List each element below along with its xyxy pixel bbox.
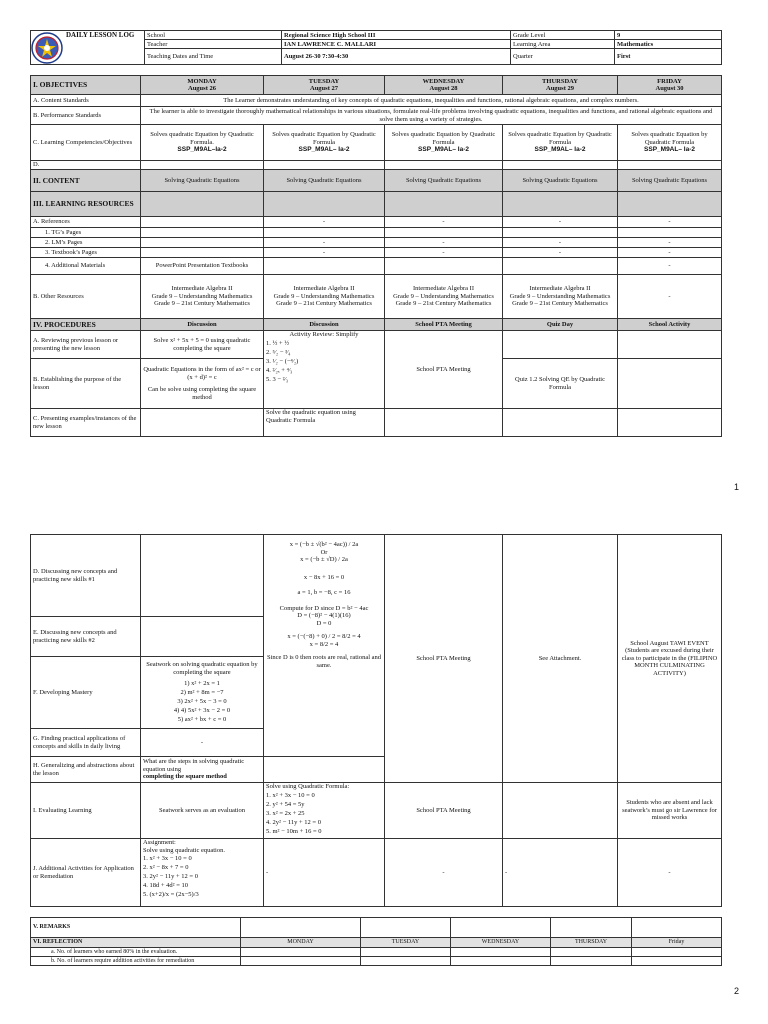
page-number-2: 2 xyxy=(734,986,740,996)
references-label: A. References xyxy=(31,217,141,228)
other-friday: - xyxy=(618,275,722,319)
quarter-label: Quarter xyxy=(511,49,615,65)
proc-head-tuesday: Discussion xyxy=(264,319,385,331)
refl-a-label: a. No. of learners who earned 80% in the evaluation. xyxy=(31,948,241,957)
proc-a-label: A. Reviewing previous lesson or presenting the new lesson xyxy=(31,331,141,359)
proc-head-thursday: Quiz Day xyxy=(503,319,618,331)
content-thursday: Solving Quadratic Equations xyxy=(503,170,618,192)
proc-e-label: E. Discussing new concepts and practicing new skills #2 xyxy=(31,617,141,657)
content-label: II. CONTENT xyxy=(31,170,141,192)
other-wednesday: Intermediate Algebra II Grade 9 – Understanding Mathematics Grade 9 – 21st Century Mathematics xyxy=(385,275,503,319)
j-tuesday: - xyxy=(264,839,385,907)
dates-value: August 26-30 7:30-4:30 xyxy=(282,49,511,65)
tue-quadratic-work: x = (−b ± √(b² − 4ac)) / 2a Or x = (−b ± √D) / 2a x − 8x + 16 = 0 a = 1, b = −8, c = 16 Compute for D since D = b² − 4ac D = (−8)² − 4(1)(16) D = 0 x = (−(−8) + 0) / 2 = 8/2 = 4 x = 8/2 = 4 Since D is 0 then roots are real, rational and same. xyxy=(264,535,385,757)
content-friday: Solving Quadratic Equations xyxy=(618,170,722,192)
lm-thu: - xyxy=(503,238,618,248)
day-tuesday: TUESDAY August 27 xyxy=(264,76,385,95)
other-tuesday: Intermediate Algebra II Grade 9 – Understanding Mathematics Grade 9 – 21st Century Mathematics xyxy=(264,275,385,319)
ref-thu: - xyxy=(503,217,618,228)
j-wednesday: - xyxy=(385,839,503,907)
day-thursday: THURSDAY August 29 xyxy=(503,76,618,95)
wed-pta-meeting: School PTA Meeting xyxy=(385,535,503,783)
content-standards-text: The Learner demonstrates understanding of key concepts of quadratic equations, inequalities and functions, rational algebraic equations, and complex numbers. xyxy=(141,95,722,107)
log-title: DAILY LESSON LOG xyxy=(66,31,135,39)
competency-friday: Solves quadratic Equation by Quadratic Formula SSP_M9AL– Ia-2 xyxy=(618,125,722,161)
competency-thursday: Solves quadratic Equation by Quadratic Formula SSP_M9AL– Ia-2 xyxy=(503,125,618,161)
proc-d-label: D. Discussing new concepts and practicing new skills #1 xyxy=(31,535,141,617)
grade-label: Grade Level xyxy=(511,31,615,40)
ref-tue: - xyxy=(264,217,385,228)
competency-monday: Solves quadratic Equation by Quadratic Formula. SSP_M9AL–Ia-2 xyxy=(141,125,264,161)
teacher-label: Teacher xyxy=(145,40,282,49)
lm-tue: - xyxy=(264,238,385,248)
objectives-label: I. OBJECTIVES xyxy=(31,76,141,95)
refl-day-monday: MONDAY xyxy=(241,938,361,948)
quarter-value: First xyxy=(615,49,722,65)
proc-i-label: I. Evaluating Learning xyxy=(31,783,141,839)
content-monday: Solving Quadratic Equations xyxy=(141,170,264,192)
proc-ab-tuesday: Activity Review: Simplify 1. ½ + ½ 2. ⁵⁄₂ − ³⁄₄ 3. ¹⁄₂ − (−⁴⁄₂) 4. ²⁄₂ₓ + ⁴⁄₃ 5. 3 − ²⁄₃ xyxy=(264,331,385,409)
proc-h-label: H. Generalizing and abstractions about the lesson xyxy=(31,757,141,783)
refl-b-label: b. No. of learners require addition activities for remediation xyxy=(31,957,241,966)
proc-b-thursday: Quiz 1.2 Solving QE by Quadratic Formula xyxy=(503,359,618,409)
proc-g-label: G. Finding practical applications of concepts and skills in daily living xyxy=(31,729,141,757)
remarks-label: V. REMARKS xyxy=(31,918,241,938)
proc-c-label: C. Presenting examples/instances of the new lesson xyxy=(31,409,141,437)
school-value: Regional Science High School III xyxy=(282,31,511,40)
proc-b-monday: Quadratic Equations in the form of ax² = c or (x + d)² = c Can be solve using completing the square method xyxy=(141,359,264,409)
lm-fri: - xyxy=(618,238,722,248)
j-monday: Assignment: Solve using quadratic equation. 1. x² + 3x − 10 = 0 2. x² − 8x + 7 = 0 3. 2y² − 11y + 12 = 0 4. 18d + 4d² = 10 5. (x+2)/x = (2x−5)/3 xyxy=(141,839,264,907)
refl-day-wednesday: WEDNESDAY xyxy=(451,938,551,948)
textbook-label: 3. Textbook’s Pages xyxy=(31,248,141,258)
am-fri: - xyxy=(618,258,722,275)
proc-head-monday: Discussion xyxy=(141,319,264,331)
i-wednesday: School PTA Meeting xyxy=(385,783,503,839)
fri-school-event: School August TAWI EVENT (Students are excused during their class to participate in the (FILIPINO MONTH CULMINATING ACTIVITY) xyxy=(618,535,722,783)
header-table xyxy=(30,30,722,65)
h-monday: What are the steps in solving quadratic equation using completing the square method xyxy=(141,757,264,783)
competency-tuesday: Solves quadratic Equation by Quadratic Formula SSP_M9AL– Ia-2 xyxy=(264,125,385,161)
proc-c-tuesday: Solve the quadratic equation using Quadratic Formula xyxy=(264,409,385,437)
refl-day-friday: Friday xyxy=(632,938,722,948)
procedures-label: IV. PROCEDURES xyxy=(31,319,141,331)
tg-label: 1. TG’s Pages xyxy=(31,228,141,238)
school-label: School xyxy=(145,31,282,40)
j-friday: - xyxy=(618,839,722,907)
i-friday: Students who are absent and lack seatwork’s must go sir Lawrence for missed works xyxy=(618,783,722,839)
j-thursday: - xyxy=(503,839,618,907)
additional-label: 4. Additional Materials xyxy=(31,258,141,275)
lm-wed: - xyxy=(385,238,503,248)
reflection-label: VI. REFLECTION xyxy=(31,938,241,948)
area-label: Learning Area xyxy=(511,40,615,49)
day-friday: FRIDAY August 30 xyxy=(618,76,722,95)
proc-head-friday: School Activity xyxy=(618,319,722,331)
thu-see-attachment: See Attachment. xyxy=(503,535,618,783)
ref-wed: - xyxy=(385,217,503,228)
grade-value: 9 xyxy=(615,31,722,40)
tb-tue: - xyxy=(264,248,385,258)
day-monday: MONDAY August 26 xyxy=(141,76,264,95)
i-tuesday: Solve using Quadratic Formula: 1. x² + 3x − 10 = 0 2. y² + 54 = 5y 3. x² = 2x + 25 4. 2y² − 11y + 12 = 0 5. m² − 10m + 16 = 0 xyxy=(264,783,385,839)
other-monday: Intermediate Algebra II Grade 9 – Understanding Mathematics Grade 9 – 21st Century Mathematics xyxy=(141,275,264,319)
competencies-label: C. Learning Competencies/Objectives xyxy=(31,125,141,161)
other-resources-label: B. Other Resources xyxy=(31,275,141,319)
other-thursday: Intermediate Algebra II Grade 9 – Understanding Mathematics Grade 9 – 21st Century Mathematics xyxy=(503,275,618,319)
proc-j-label: J. Additional Activities for Application or Remediation xyxy=(31,839,141,907)
teacher-value: IAN LAWRENCE C. MALLARI xyxy=(282,40,511,49)
tb-wed: - xyxy=(385,248,503,258)
proc-head-wednesday: School PTA Meeting xyxy=(385,319,503,331)
tb-fri: - xyxy=(618,248,722,258)
dates-label: Teaching Dates and Time xyxy=(145,49,282,65)
refl-day-thursday: THURSDAY xyxy=(551,938,632,948)
proc-f-label: F. Developing Mastery xyxy=(31,657,141,729)
performance-standards-text: The learner is able to investigate thoroughly mathematical relationships in various situations, formulate real-life problems involving quadratic equations, inequalities and functions, and rational algebraic equations and solve them using a variety of strategies. xyxy=(141,107,722,125)
seatwork-monday: Seatwork on solving quadratic equation by completing the square 1) x² + 2x = 1 2) m² + 8m = −7 3) 2x² + 5x − 3 = 0 4) 4) 5x² + 3x − 2 = 0 5) ax² + bx + c = 0 xyxy=(141,657,264,729)
content-tuesday: Solving Quadratic Equations xyxy=(264,170,385,192)
lm-label: 2. LM’s Pages xyxy=(31,238,141,248)
proc-ab-wednesday: School PTA Meeting xyxy=(385,331,503,409)
d-label: D. xyxy=(31,161,141,170)
page-number-1: 1 xyxy=(734,482,740,492)
day-wednesday: WEDNESDAY August 28 xyxy=(385,76,503,95)
performance-standards-label: B. Performance Standards xyxy=(31,107,141,125)
content-standards-label: A. Content Standards xyxy=(31,95,141,107)
reflection-table xyxy=(30,917,722,966)
simplify-list: 1. ½ + ½ 2. ⁵⁄₂ − ³⁄₄ 3. ¹⁄₂ − (−⁴⁄₂) 4. ²⁄₂ₓ + ⁴⁄₃ 5. 3 − ²⁄₃ xyxy=(266,339,299,383)
competency-wednesday: Solves quadratic Equation by Quadratic Formula SSP_M9AL– Ia-2 xyxy=(385,125,503,161)
g-monday: - xyxy=(141,729,264,757)
resources-label: III. LEARNING RESOURCES xyxy=(31,192,141,217)
additional-monday: PowerPoint Presentation Textbooks xyxy=(141,258,264,275)
objectives-table xyxy=(30,75,722,437)
ref-fri: - xyxy=(618,217,722,228)
refl-day-tuesday: TUESDAY xyxy=(361,938,451,948)
content-wednesday: Solving Quadratic Equations xyxy=(385,170,503,192)
proc-b-label: B. Establishing the purpose of the lesson xyxy=(31,359,141,409)
area-value: Mathematics xyxy=(615,40,722,49)
proc-a-monday: Solve x² + 5x + 5 = 0 using quadratic completing the square xyxy=(141,331,264,359)
i-monday: Seatwork serves as an evaluation xyxy=(141,783,264,839)
tb-thu: - xyxy=(503,248,618,258)
procedures-table-2 xyxy=(30,534,722,907)
